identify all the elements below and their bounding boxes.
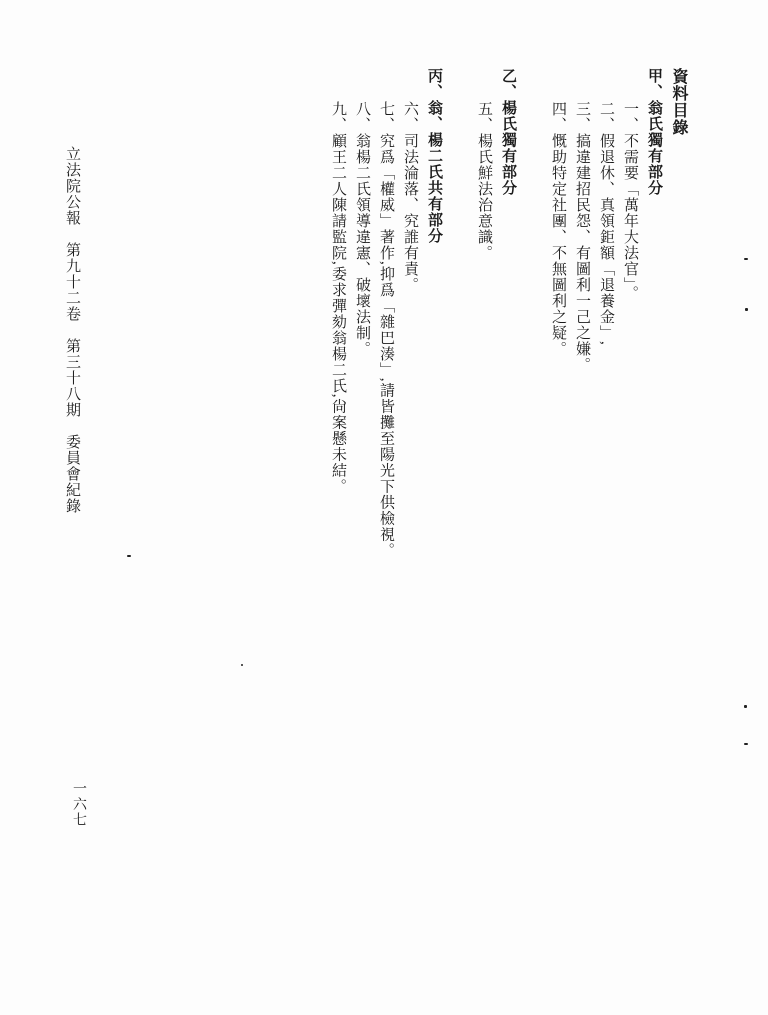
section-heading: 丙、翁、楊二氏共有部分 [426, 68, 442, 244]
toc-item-6: 六、司法淪落、究誰有責。 [402, 101, 418, 293]
toc-item-1: 一、不需要「萬年大法官」。 [622, 101, 638, 302]
toc-item-7: 七、究爲「權威」著作,抑爲「雜巴湊」,請皆攤至陽光下供檢視。 [378, 101, 394, 559]
toc-item-4: 四、慨助特定社團、不無圖利之疑。 [550, 101, 566, 357]
scan-speck [744, 743, 748, 745]
toc-block [326, 68, 690, 653]
scan-speck [744, 705, 747, 708]
journal-header: 立法院公報 第九十二卷 第三十八期 委員會紀錄 [64, 146, 80, 514]
scan-speck [744, 258, 748, 260]
page-title: 資料目錄 [670, 68, 687, 136]
page-number: 一六七 [71, 781, 86, 828]
toc-item-2: 二、假退休、真領鉅額「退養金」, [598, 101, 614, 346]
section-heading: 乙、楊氏獨有部分 [500, 68, 516, 196]
scan-speck [127, 555, 131, 557]
toc-item-5: 五、楊氏鮮法治意識。 [476, 101, 492, 261]
section-heading: 甲、翁氏獨有部分 [646, 68, 662, 196]
toc-item-8: 八、翁楊二氏領導違憲、破壞法制。 [354, 101, 370, 357]
toc-section-yi [472, 68, 520, 653]
scan-speck [241, 664, 243, 666]
toc-item-9: 九、顧王二人陳請監院,委求彈劾翁楊二氏,尙案懸未結。 [330, 101, 346, 495]
scan-speck [745, 308, 748, 311]
toc-item-3: 三、搞違建招民怨、有圖利一己之嫌。 [574, 101, 590, 373]
toc-section-bing [326, 68, 446, 653]
toc-section-jia [546, 68, 666, 653]
